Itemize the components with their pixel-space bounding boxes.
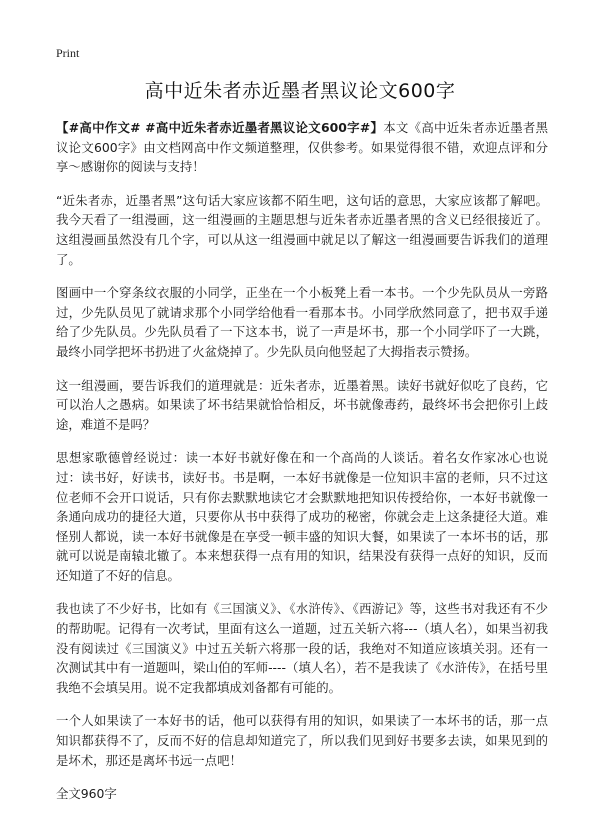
print-link[interactable]: Print [56,46,80,60]
body-paragraph-1: “近朱者赤，近墨者黑”这句话大家应该都不陌生吧，这句话的意思，大家应该都了解吧。我今天看了一组漫画，这一组漫画的主题思想与近朱者赤近墨者黑的含义已经很接近了。这组漫画虽然没有几个字，可以从这一组漫画中就足以了解这一组漫画要告诉我们的道理了。 [56,192,548,267]
word-count: 全文960字 [56,786,117,802]
body-paragraph-4: 思想家歌德曾经说过：读一本好书就好像在和一个高尚的人谈话。着名女作家冰心也说过：读书好，好读书，读好书。书是啊，一本好书就像是一位知识丰富的老师，只不过这位老师不会开口说话，只有你去默默地读它才会默默地把知识传授给你，一本好书就像一条通向成功的捷径大道，只要你从书中获得了成功的秘密，你就会走上这条捷径大道。难怪别人都说，读一本好书就像是在享受一顿丰盛的知识大餐，如果读了一本坏书的话，那就可以说是南辕北辙了。本来想获得一点有用的知识，结果没有获得一点好的知识，反而还知道了不好的信息。 [56,450,548,583]
intro-text: 本文《高中近朱者赤近墨者黑议论文600字》由文档网高中作文频道整理，仅供参考。如果觉得很不错，欢迎点评和分享～感谢你的阅读与支持！ [56,120,548,175]
body-paragraph-2: 图画中一个穿条纹衣服的小同学，正坐在一个小板凳上看一本书。一个少先队员从一旁路过，少先队员见了就请求那个小同学给他看一看那本书。小同学欣然同意了，把书双手递给了少先队员。少先队员看了一下这本书，说了一声是坏书，那一个小同学吓了一大跳，最终小同学把坏书扔进了火盆烧掉了。少先队员向他竖起了大拇指表示赞扬。 [56,285,548,359]
article-body [56,118,548,804]
body-paragraph-5: 我也读了不少好书，比如有《三国演义》、《水浒传》、《西游记》等，这些书对我还有不少的帮助呢。记得有一次考试，里面有这么一道题，过五关斩六将---（填人名），如果当初我没有阅读过《三国演义》中过五关斩六将那一段的话，我绝对不知道应该填关羽。还有一次测试其中有一道题叫，梁山伯的军师----（填人名），若不是我读了《水浒传》，在括号里我绝不会填吴用。说不定我都填成刘备都有可能的。 [56,601,548,695]
article-tag: 【#高中作文# #高中近朱者赤近墨者黑议论文600字#】 [56,120,384,135]
intro-paragraph [56,118,548,177]
body-paragraph-6: 一个人如果读了一本好书的话，他可以获得有用的知识，如果读了一本坏书的话，那一点知识都获得不了，反而不好的信息却知道完了，所以我们见到好书要多去读，如果见到的是坏术，那还是离坏书远一点吧！ [56,713,548,768]
page-title: 高中近朱者赤近墨者黑议论文600字 [144,80,456,102]
body-paragraph-3: 这一组漫画，要告诉我们的道理就是：近朱者赤，近墨着黑。读好书就好似吃了良药，它可以治人之愚病。如果读了坏书结果就恰恰相反，坏书就像毒药，最终坏书会把你引上歧途，难道不是吗？ [56,377,548,432]
